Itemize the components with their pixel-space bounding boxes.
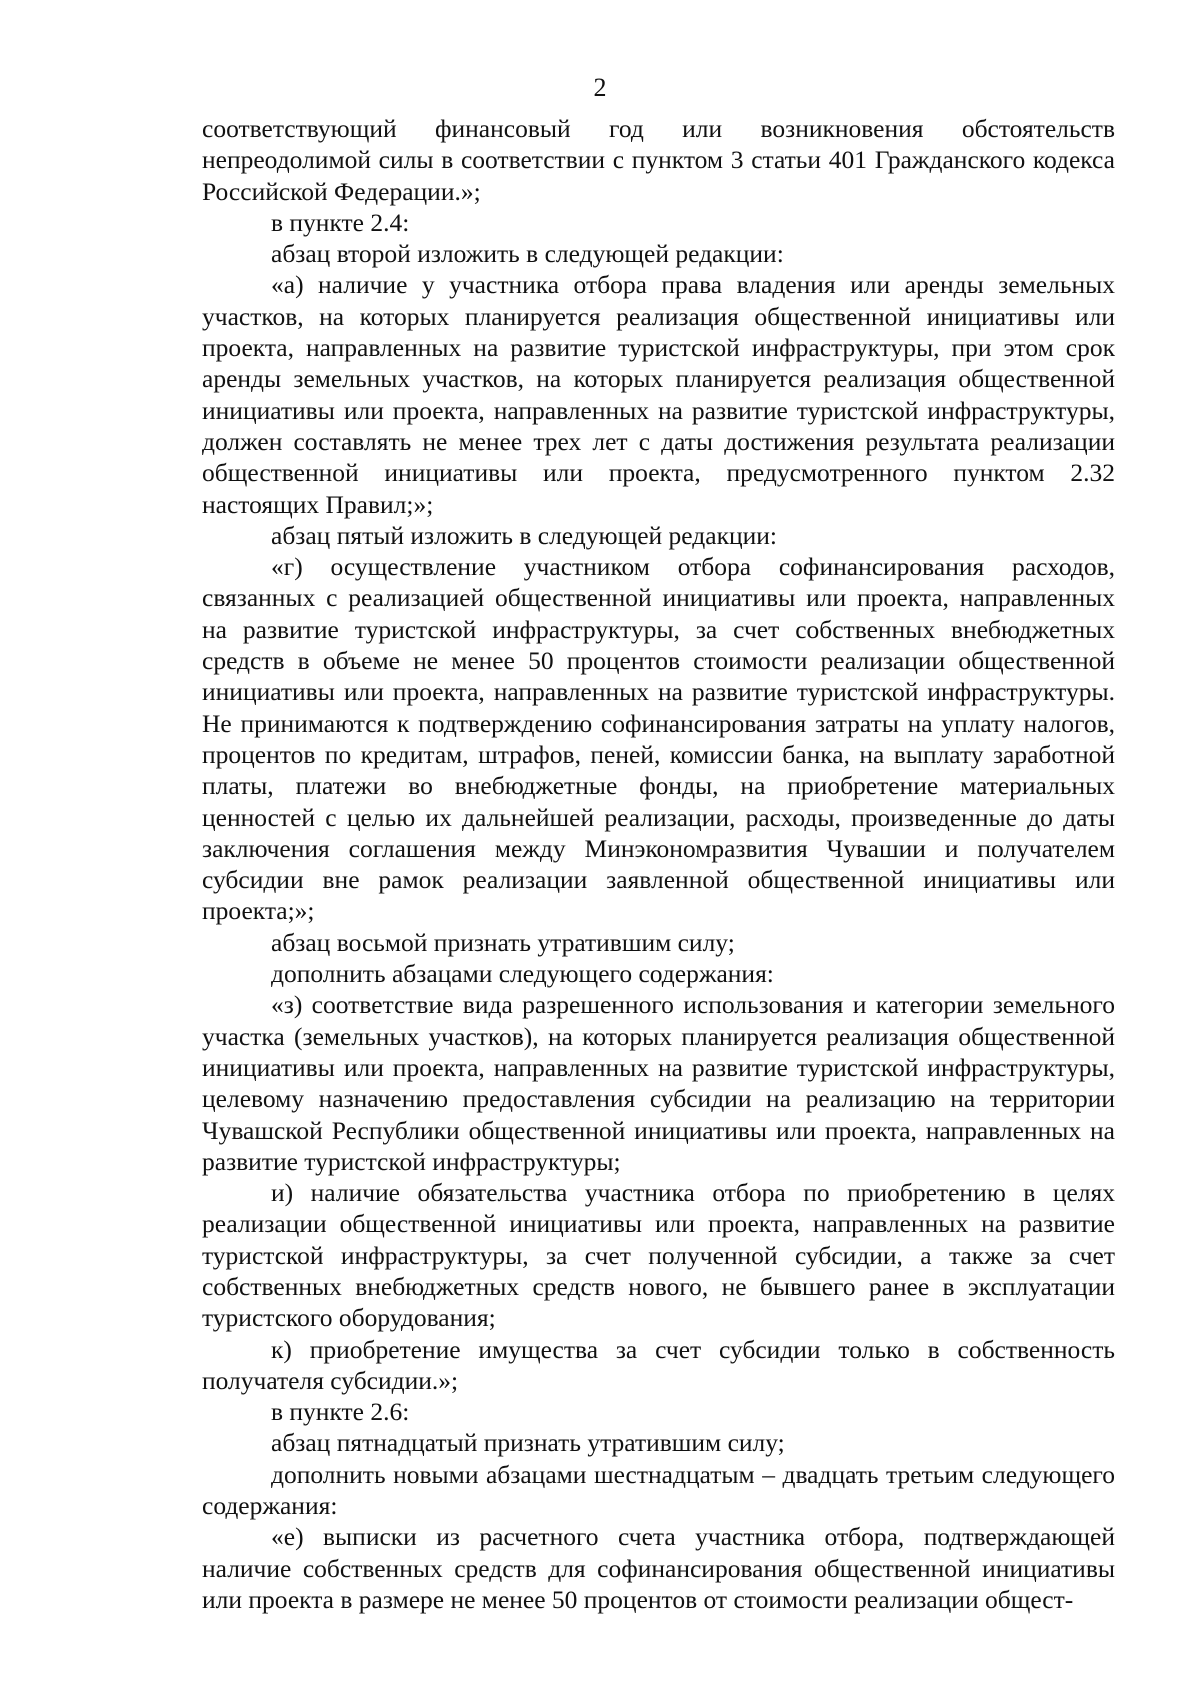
paragraph: «г) осуществление участником отбора софинансирования расходов, связанных с реализацией общественной инициативы или проекта, направленных на развитие туристской инфраструктуры, за счет собственных внебюджетных средств в объеме не менее 50 процентов стоимости реализации общественной инициативы или проекта, направленных на развитие туристской инфраструктуры. Не принимаются к подтверждению софинансирования затраты на уплату налогов, процентов по кредитам, штрафов, пеней, комиссии банка, на выплату заработной платы, платежи во внебюджетные фонды, на приобретение материальных ценностей с целью их дальнейшей реализации, расходы, произведенные до даты заключения соглашения между Минэкономразвития Чувашии и получателем субсидии вне рамок реализации заявленной общественной инициативы или проекта;»; [202,552,1115,926]
paragraph: дополнить новыми абзацами шестнадцатым – двадцать третьим следующего содержания: [202,1459,1115,1521]
paragraph: «е) выписки из расчетного счета участника отбора, подтверждающей наличие собственных средств для софинансирования общественной инициативы или проекта в размере не менее 50 процентов от стоимости реализации общест- [202,1522,1115,1614]
paragraph: абзац второй изложить в следующей редакции: [271,239,784,269]
paragraph: абзац восьмой признать утратившим силу; [271,927,735,957]
paragraph: в пункте 2.4: [271,207,410,237]
paragraph: соответствующий финансовый год или возникновения обстоятельств непреодолимой силы в соответствии с пунктом 3 статьи 401 Гражданского кодекса Российской Федерации.»; [202,114,1115,206]
paragraph: абзац пятнадцатый признать утратившим силу; [271,1428,785,1458]
paragraph: дополнить абзацами следующего содержания: [271,959,774,989]
paragraph: «з) соответствие вида разрешенного использования и категории земельного участка (земельных участков), на которых планируется реализация общественной инициативы или проекта, направленных на развитие туристской инфраструктуры, целевому назначению предоставления субсидии на реализацию на территории Чувашской Республики общественной инициативы или проекта, направленных на развитие туристской инфраструктуры; [202,990,1115,1176]
paragraph: к) приобретение имущества за счет субсидии только в собственность получателя субсидии.»; [202,1334,1115,1395]
document-body [202,113,1115,1615]
paragraph: и) наличие обязательства участника отбора по приобретению в целях реализации общественной инициативы или проекта, направленных на развитие туристской инфраструктуры, за счет полученной субсидии, а также за счет собственных внебюджетных средств нового, не бывшего ранее в эксплуатации туристского оборудования; [202,1178,1115,1333]
paragraph: абзац пятый изложить в следующей редакции: [271,520,777,550]
paragraph: в пункте 2.6: [271,1397,410,1427]
paragraph: «а) наличие у участника отбора права владения или аренды земельных участков, на которых планируется реализация общественной инициативы или проекта, направленных на развитие туристской инфраструктуры, при этом срок аренды земельных участков, на которых планируется реализация общественной инициативы или проекта, направленных на развитие туристской инфраструктуры, должен составлять не менее трех лет с даты достижения результата реализации общественной инициативы или проекта, предусмотренного пунктом 2.32 настоящих Правил;»; [202,270,1115,519]
page-number: 2 [593,73,607,102]
